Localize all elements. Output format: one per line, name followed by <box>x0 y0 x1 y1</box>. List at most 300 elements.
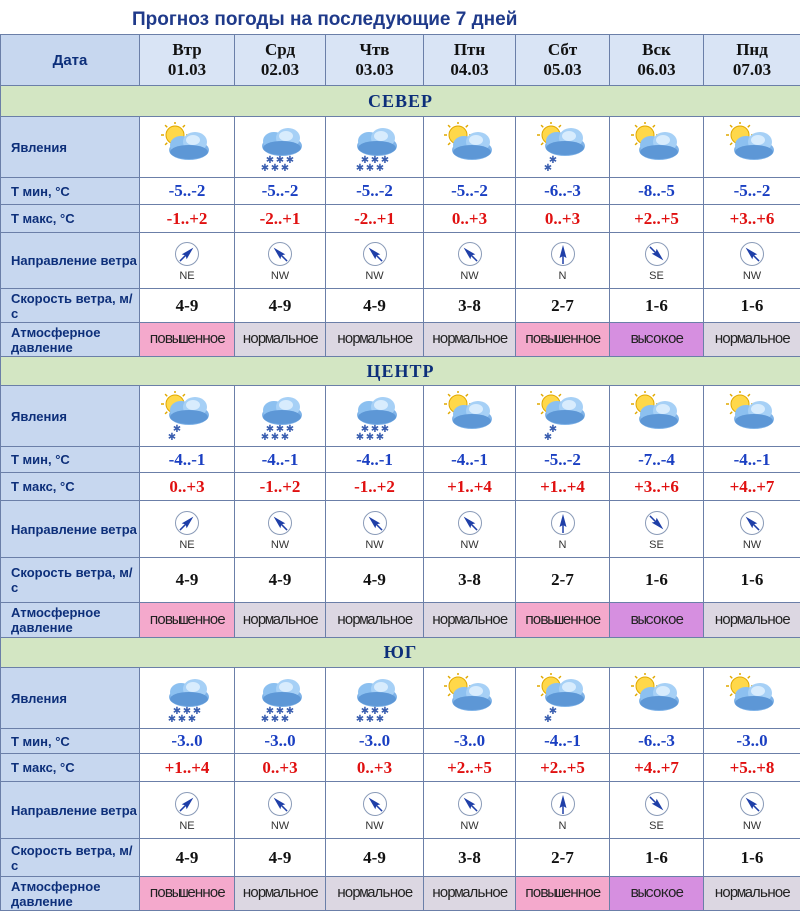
sun-cloud-icon <box>424 673 515 723</box>
tmin-row <box>1 447 800 473</box>
svg-text:✱: ✱ <box>261 714 269 723</box>
sun-cloud-icon <box>424 391 515 441</box>
compass-arrow-icon <box>610 241 703 267</box>
svg-text:✱: ✱ <box>178 714 186 723</box>
svg-text:✱: ✱ <box>380 424 388 435</box>
wind-direction-row <box>1 782 800 839</box>
compass-arrow-icon <box>140 241 234 267</box>
day-date: 04.03 <box>424 60 515 80</box>
pressure-value: нормальное <box>326 877 424 911</box>
tmax-label: Т макс, °С <box>1 473 140 501</box>
wind-speed-label: Скорость ветра, м/с <box>1 289 140 323</box>
sun-cloud-light-snow-icon <box>516 122 609 172</box>
phenomena-row <box>1 386 800 447</box>
wind-direction-text: N <box>516 820 609 832</box>
svg-text:✱: ✱ <box>286 155 294 166</box>
forecast-table <box>0 34 800 911</box>
tmin-label: Т мин, °С <box>1 729 140 754</box>
tmin-value: -3..0 <box>424 729 516 754</box>
pressure-value: повышенное <box>140 603 235 638</box>
wind-direction-cell <box>704 501 800 558</box>
wind-speed-value: 3-8 <box>424 289 516 323</box>
pressure-value: нормальное <box>704 323 800 357</box>
wind-direction-cell <box>610 233 704 289</box>
region-title: ЦЕНТР <box>1 357 800 386</box>
wind-speed-value: 1-6 <box>704 289 800 323</box>
pressure-row <box>1 323 800 357</box>
weather-cell <box>140 386 235 447</box>
svg-text:✱: ✱ <box>548 155 556 166</box>
sun-cloud-icon <box>424 122 515 172</box>
wind-direction-cell <box>704 782 800 839</box>
tmax-value: +1..+4 <box>424 473 516 501</box>
wind-direction-text: SE <box>610 820 703 832</box>
svg-text:✱: ✱ <box>271 432 279 441</box>
day-header-7 <box>704 35 800 86</box>
svg-text:✱: ✱ <box>266 424 274 435</box>
tmin-value: -5..-2 <box>704 178 800 205</box>
compass-arrow-icon <box>516 241 609 267</box>
snow-cloud-icon <box>326 673 423 723</box>
svg-text:✱: ✱ <box>380 706 388 717</box>
day-name: Сбт <box>516 40 609 60</box>
wind-speed-value: 1-6 <box>610 558 704 603</box>
svg-text:✱: ✱ <box>173 706 181 717</box>
compass-arrow-icon <box>235 791 325 817</box>
snow-cloud-icon <box>140 673 234 723</box>
day-name: Пнд <box>704 40 800 60</box>
tmax-label: Т макс, °С <box>1 205 140 233</box>
weather-cell <box>516 386 610 447</box>
snow-cloud-icon <box>235 122 325 172</box>
svg-text:✱: ✱ <box>375 163 383 172</box>
wind-direction-cell <box>516 782 610 839</box>
svg-text:✱: ✱ <box>543 714 551 723</box>
weather-cell <box>704 386 800 447</box>
wind-direction-row <box>1 233 800 289</box>
svg-text:✱: ✱ <box>266 706 274 717</box>
wind-direction-text: NW <box>326 820 423 832</box>
svg-text:✱: ✱ <box>271 163 279 172</box>
wind-speed-value: 4-9 <box>140 839 235 877</box>
tmin-value: -5..-2 <box>326 178 424 205</box>
pressure-value: повышенное <box>140 323 235 357</box>
wind-speed-value: 4-9 <box>140 289 235 323</box>
wind-direction-text: NE <box>140 270 234 282</box>
region-title: ЮГ <box>1 638 800 668</box>
wind-speed-value: 4-9 <box>140 558 235 603</box>
pressure-value: нормальное <box>235 603 326 638</box>
weather-cell <box>424 117 516 178</box>
sun-cloud-icon <box>704 673 800 723</box>
snow-cloud-icon <box>326 391 423 441</box>
wind-speed-value: 4-9 <box>326 558 424 603</box>
svg-text:✱: ✱ <box>281 432 289 441</box>
tmin-row <box>1 729 800 754</box>
pressure-value: повышенное <box>516 877 610 911</box>
svg-text:✱: ✱ <box>286 424 294 435</box>
pressure-value: высокое <box>610 323 704 357</box>
wind-direction-cell <box>326 501 424 558</box>
wind-direction-text: NW <box>235 270 325 282</box>
wind-direction-cell <box>235 501 326 558</box>
wind-direction-label: Направление ветра <box>1 233 140 289</box>
day-name: Птн <box>424 40 515 60</box>
svg-text:✱: ✱ <box>355 163 363 172</box>
svg-text:✱: ✱ <box>261 432 269 441</box>
tmin-value: -4..-1 <box>235 447 326 473</box>
compass-arrow-icon <box>235 241 325 267</box>
pressure-label: Атмосферное давление <box>1 877 140 911</box>
snow-cloud-icon <box>326 122 423 172</box>
weather-cell <box>326 386 424 447</box>
tmax-value: -1..+2 <box>326 473 424 501</box>
wind-direction-text: NW <box>326 270 423 282</box>
tmin-value: -7..-4 <box>610 447 704 473</box>
weather-cell <box>610 386 704 447</box>
day-header-3 <box>326 35 424 86</box>
svg-text:✱: ✱ <box>360 424 368 435</box>
wind-speed-label: Скорость ветра, м/с <box>1 839 140 877</box>
wind-speed-value: 2-7 <box>516 558 610 603</box>
svg-text:✱: ✱ <box>188 714 196 723</box>
phenomena-label: Явления <box>1 386 140 447</box>
wind-speed-value: 2-7 <box>516 839 610 877</box>
sun-cloud-icon <box>610 391 703 441</box>
svg-text:✱: ✱ <box>355 714 363 723</box>
wind-speed-value: 4-9 <box>235 558 326 603</box>
tmax-value: +2..+5 <box>516 754 610 782</box>
svg-text:✱: ✱ <box>370 424 378 435</box>
phenomena-label: Явления <box>1 668 140 729</box>
wind-direction-cell <box>610 782 704 839</box>
weather-cell <box>610 117 704 178</box>
weather-cell <box>516 117 610 178</box>
svg-text:✱: ✱ <box>266 155 274 166</box>
tmin-value: -8..-5 <box>610 178 704 205</box>
svg-text:✱: ✱ <box>548 706 556 717</box>
sun-cloud-icon <box>610 673 703 723</box>
wind-direction-text: NW <box>424 270 515 282</box>
weather-cell <box>140 117 235 178</box>
wind-speed-value: 1-6 <box>610 839 704 877</box>
pressure-value: нормальное <box>235 323 326 357</box>
day-date: 05.03 <box>516 60 609 80</box>
tmin-value: -4..-1 <box>326 447 424 473</box>
pressure-row <box>1 603 800 638</box>
tmin-value: -4..-1 <box>424 447 516 473</box>
compass-arrow-icon <box>424 510 515 536</box>
compass-arrow-icon <box>516 510 609 536</box>
wind-speed-value: 4-9 <box>235 289 326 323</box>
tmin-value: -3..0 <box>140 729 235 754</box>
wind-speed-value: 1-6 <box>610 289 704 323</box>
forecast-title-bar <box>0 0 800 34</box>
day-date: 03.03 <box>326 60 423 80</box>
wind-speed-value: 1-6 <box>704 839 800 877</box>
day-name: Втр <box>140 40 234 60</box>
page-title: Прогноз погоды на последующие 7 дней <box>132 9 517 31</box>
tmin-value: -3..0 <box>704 729 800 754</box>
compass-arrow-icon <box>424 791 515 817</box>
pressure-value: нормальное <box>424 323 516 357</box>
compass-arrow-icon <box>424 241 515 267</box>
pressure-label: Атмосферное давление <box>1 323 140 357</box>
compass-arrow-icon <box>610 791 703 817</box>
region-row <box>1 86 800 117</box>
wind-speed-value: 4-9 <box>235 839 326 877</box>
phenomena-row <box>1 117 800 178</box>
compass-arrow-icon <box>704 241 800 267</box>
compass-arrow-icon <box>704 510 800 536</box>
tmax-row <box>1 754 800 782</box>
tmin-row <box>1 178 800 205</box>
wind-direction-text: SE <box>610 270 703 282</box>
svg-text:✱: ✱ <box>281 714 289 723</box>
weather-cell <box>235 117 326 178</box>
compass-arrow-icon <box>140 510 234 536</box>
wind-direction-cell <box>704 233 800 289</box>
svg-text:✱: ✱ <box>183 706 191 717</box>
tmax-value: 0..+3 <box>516 205 610 233</box>
pressure-value: нормальное <box>326 323 424 357</box>
tmax-value: 0..+3 <box>140 473 235 501</box>
wind-direction-cell <box>610 501 704 558</box>
day-name: Вск <box>610 40 703 60</box>
wind-direction-text: NW <box>704 270 800 282</box>
tmax-value: +2..+5 <box>424 754 516 782</box>
compass-arrow-icon <box>326 510 423 536</box>
compass-arrow-icon <box>326 241 423 267</box>
svg-text:✱: ✱ <box>365 432 373 441</box>
svg-text:✱: ✱ <box>543 163 551 172</box>
day-header-6 <box>610 35 704 86</box>
wind-speed-row <box>1 839 800 877</box>
svg-text:✱: ✱ <box>360 706 368 717</box>
weather-cell <box>235 386 326 447</box>
day-header-2 <box>235 35 326 86</box>
tmin-value: -5..-2 <box>140 178 235 205</box>
svg-text:✱: ✱ <box>193 706 201 717</box>
wind-speed-row <box>1 289 800 323</box>
tmax-value: 0..+3 <box>235 754 326 782</box>
wind-direction-label: Направление ветра <box>1 501 140 558</box>
weather-cell <box>424 668 516 729</box>
svg-text:✱: ✱ <box>276 706 284 717</box>
day-name: Чтв <box>326 40 423 60</box>
wind-speed-row <box>1 558 800 603</box>
wind-direction-text: N <box>516 270 609 282</box>
tmin-value: -4..-1 <box>516 729 610 754</box>
region-row <box>1 357 800 386</box>
svg-text:✱: ✱ <box>380 155 388 166</box>
svg-text:✱: ✱ <box>375 432 383 441</box>
wind-direction-text: SE <box>610 539 703 551</box>
pressure-value: повышенное <box>140 877 235 911</box>
tmax-value: +1..+4 <box>516 473 610 501</box>
svg-text:✱: ✱ <box>365 163 373 172</box>
tmin-value: -4..-1 <box>704 447 800 473</box>
weather-cell <box>235 668 326 729</box>
compass-arrow-icon <box>610 510 703 536</box>
pressure-row <box>1 877 800 911</box>
tmax-value: -2..+1 <box>235 205 326 233</box>
svg-text:✱: ✱ <box>168 432 176 441</box>
wind-direction-text: NE <box>140 539 234 551</box>
wind-direction-label: Направление ветра <box>1 782 140 839</box>
svg-text:✱: ✱ <box>360 155 368 166</box>
wind-direction-text: NW <box>424 820 515 832</box>
pressure-label: Атмосферное давление <box>1 603 140 638</box>
weather-cell <box>424 386 516 447</box>
tmax-value: +4..+7 <box>610 754 704 782</box>
day-date: 02.03 <box>235 60 325 80</box>
tmin-value: -3..0 <box>235 729 326 754</box>
wind-speed-value: 4-9 <box>326 289 424 323</box>
date-label: Дата <box>1 35 140 86</box>
tmax-row <box>1 473 800 501</box>
svg-text:✱: ✱ <box>271 714 279 723</box>
wind-direction-text: NW <box>704 820 800 832</box>
wind-direction-cell <box>424 233 516 289</box>
wind-direction-cell <box>424 782 516 839</box>
wind-direction-cell <box>326 233 424 289</box>
wind-direction-text: NW <box>235 539 325 551</box>
svg-text:✱: ✱ <box>276 155 284 166</box>
svg-text:✱: ✱ <box>548 424 556 435</box>
day-date: 06.03 <box>610 60 703 80</box>
svg-text:✱: ✱ <box>173 424 181 435</box>
tmax-value: +1..+4 <box>140 754 235 782</box>
compass-arrow-icon <box>516 791 609 817</box>
sun-cloud-icon <box>140 122 234 172</box>
tmax-value: +4..+7 <box>704 473 800 501</box>
tmin-value: -5..-2 <box>516 447 610 473</box>
wind-speed-label: Скорость ветра, м/с <box>1 558 140 603</box>
sun-cloud-icon <box>704 122 800 172</box>
header-row <box>1 35 800 86</box>
svg-text:✱: ✱ <box>168 714 176 723</box>
wind-direction-cell <box>516 501 610 558</box>
tmax-label: Т макс, °С <box>1 754 140 782</box>
sun-cloud-icon <box>704 391 800 441</box>
wind-direction-text: N <box>516 539 609 551</box>
weather-cell <box>140 668 235 729</box>
svg-text:✱: ✱ <box>370 706 378 717</box>
wind-direction-cell <box>424 501 516 558</box>
tmin-value: -4..-1 <box>140 447 235 473</box>
compass-arrow-icon <box>326 791 423 817</box>
wind-speed-value: 1-6 <box>704 558 800 603</box>
compass-arrow-icon <box>235 510 325 536</box>
tmin-value: -6..-3 <box>516 178 610 205</box>
phenomena-label: Явления <box>1 117 140 178</box>
day-name: Срд <box>235 40 325 60</box>
wind-direction-cell <box>235 233 326 289</box>
pressure-value: нормальное <box>424 603 516 638</box>
tmax-value: 0..+3 <box>326 754 424 782</box>
tmax-value: +2..+5 <box>610 205 704 233</box>
tmax-value: -2..+1 <box>326 205 424 233</box>
pressure-value: повышенное <box>516 603 610 638</box>
svg-text:✱: ✱ <box>261 163 269 172</box>
svg-text:✱: ✱ <box>281 163 289 172</box>
region-row <box>1 638 800 668</box>
wind-direction-text: NW <box>704 539 800 551</box>
region-title: СЕВЕР <box>1 86 800 117</box>
weather-cell <box>326 668 424 729</box>
svg-text:✱: ✱ <box>286 706 294 717</box>
pressure-value: нормальное <box>235 877 326 911</box>
tmax-value: 0..+3 <box>424 205 516 233</box>
pressure-value: высокое <box>610 877 704 911</box>
snow-cloud-icon <box>235 391 325 441</box>
day-header-5 <box>516 35 610 86</box>
tmin-value: -5..-2 <box>424 178 516 205</box>
compass-arrow-icon <box>704 791 800 817</box>
tmax-value: -1..+2 <box>235 473 326 501</box>
pressure-value: нормальное <box>704 877 800 911</box>
tmin-label: Т мин, °С <box>1 178 140 205</box>
wind-direction-cell <box>140 782 235 839</box>
weather-cell <box>610 668 704 729</box>
svg-text:✱: ✱ <box>355 432 363 441</box>
svg-text:✱: ✱ <box>543 432 551 441</box>
tmax-value: +3..+6 <box>610 473 704 501</box>
weather-cell <box>704 117 800 178</box>
wind-direction-text: NW <box>235 820 325 832</box>
tmin-value: -5..-2 <box>235 178 326 205</box>
wind-direction-text: NE <box>140 820 234 832</box>
day-header-1 <box>140 35 235 86</box>
tmax-row <box>1 205 800 233</box>
snow-cloud-icon <box>235 673 325 723</box>
tmax-value: +3..+6 <box>704 205 800 233</box>
wind-direction-cell <box>140 501 235 558</box>
weather-cell <box>326 117 424 178</box>
wind-speed-value: 3-8 <box>424 558 516 603</box>
tmax-value: -1..+2 <box>140 205 235 233</box>
day-header-4 <box>424 35 516 86</box>
phenomena-row <box>1 668 800 729</box>
pressure-value: нормальное <box>424 877 516 911</box>
day-date: 01.03 <box>140 60 234 80</box>
svg-text:✱: ✱ <box>375 714 383 723</box>
pressure-value: нормальное <box>326 603 424 638</box>
wind-direction-cell <box>516 233 610 289</box>
day-date: 07.03 <box>704 60 800 80</box>
svg-text:✱: ✱ <box>370 155 378 166</box>
sun-cloud-light-snow-icon <box>516 391 609 441</box>
wind-direction-cell <box>235 782 326 839</box>
svg-text:✱: ✱ <box>276 424 284 435</box>
sun-cloud-light-snow-icon <box>516 673 609 723</box>
pressure-value: высокое <box>610 603 704 638</box>
tmin-label: Т мин, °С <box>1 447 140 473</box>
wind-direction-text: NW <box>326 539 423 551</box>
weather-cell <box>516 668 610 729</box>
compass-arrow-icon <box>140 791 234 817</box>
wind-direction-cell <box>326 782 424 839</box>
pressure-value: повышенное <box>516 323 610 357</box>
wind-speed-value: 2-7 <box>516 289 610 323</box>
wind-direction-row <box>1 501 800 558</box>
svg-text:✱: ✱ <box>365 714 373 723</box>
sun-cloud-light-snow-icon <box>140 391 234 441</box>
sun-cloud-icon <box>610 122 703 172</box>
wind-speed-value: 3-8 <box>424 839 516 877</box>
wind-direction-text: NW <box>424 539 515 551</box>
